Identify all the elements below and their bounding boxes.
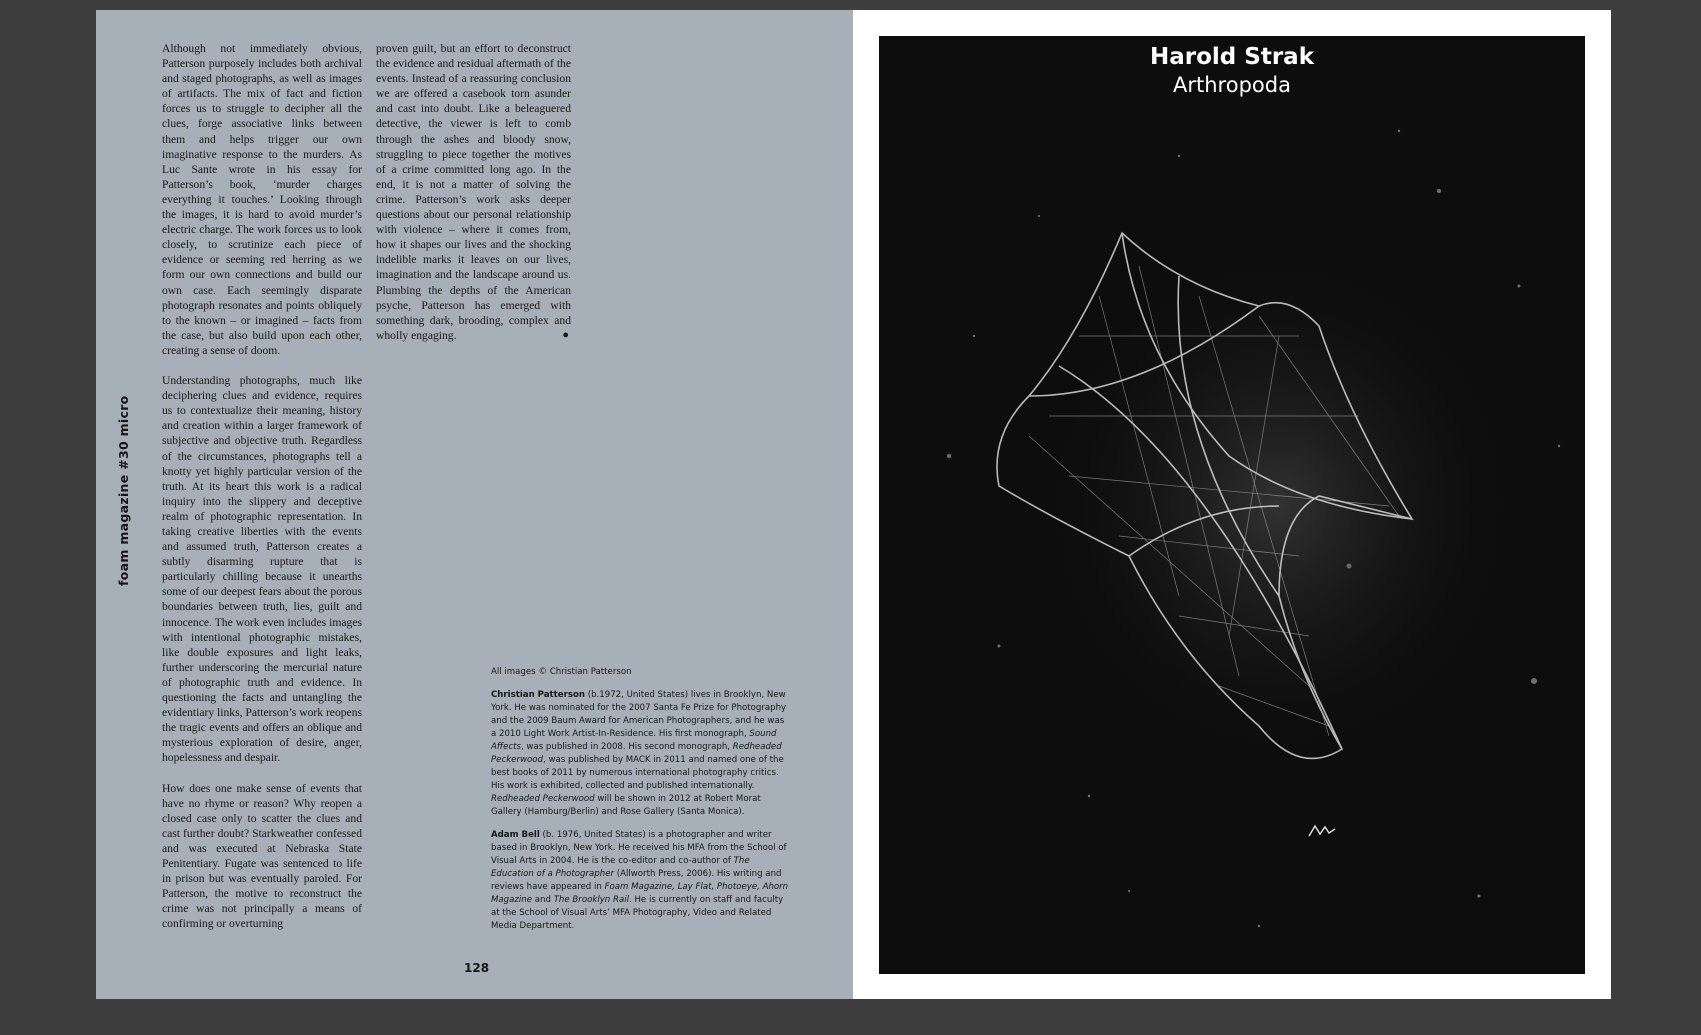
article-paragraph: How does one make sense of events that have no rhyme or reason? Why reopen a closed case only to scatter the clues and cast further doubt? Starkweather confessed and was executed at Nebraska State Penitentiary. Fugate was sentenced to life in prison but was eventually paroled. For Patterson, the motive to reconstruct the crime was not principally a means of confirming or overturning [162, 781, 362, 931]
book-title: The Education of a Photographer [491, 856, 750, 879]
fiber-squiggle [1309, 826, 1335, 836]
bio-text: (b. 1976, United States) is a photographer and writer based in Brooklyn, New York. He received his MFA from the School of Visual Arts in 2004. He is the co-editor and co-author of [491, 830, 787, 866]
series-title: Arthropoda [1173, 73, 1291, 97]
cobweb-image [879, 36, 1585, 974]
image-credit: All images © Christian Patterson [491, 667, 632, 677]
running-head: foam magazine #30 micro [116, 395, 131, 586]
publication-title: The Brooklyn Rail [553, 895, 629, 905]
publication-titles: Foam Magazine, Lay Flat, Photoeye, Ahorn Magazine [491, 882, 789, 905]
article-paragraph-text: proven guilt, but an effort to deconstruct the evidence and residual aftermath of the events. Instead of a reassuring conclusion we are offered a casebook torn asunder and cast into doubt. Like a beleaguered detective, the viewer is left to comb through the ashes and bloody snow, struggling to piece together the motives of a crime committed long ago. In the end, it is not a matter of solving the crime. Patterson’s work asks deeper questions about our personal relationship with violence – where it comes from, how it shapes our lives and the shocking indelible marks it leaves on our lives, imagination and the landscape around us. Plumbing the depths of the American psyche, Patterson has emerged with something dark, brooding, complex and wholly engaging. [376, 42, 571, 342]
bio-text: (Allworth Press, 2006). His writing and reviews have appeared in [491, 869, 782, 892]
left-page [96, 10, 853, 999]
bio-name: Christian Patterson [491, 690, 585, 700]
bio-adam-bell [491, 829, 791, 933]
article-column-2 [376, 41, 571, 358]
book-title: Sound Affects [491, 729, 777, 752]
right-page [853, 10, 1611, 999]
bio-text: , was published in 2008. His second monograph, [520, 742, 733, 752]
bio-christian-patterson [491, 689, 791, 819]
article-paragraph: Although not immediately obvious, Patterson purposely includes both archival and staged photographs, as well as images of artifacts. The mix of fact and fiction forces us to struggle to decipher all the clues, forge associative links between them and helps trigger our own imaginative response to the murders. As Luc Sante wrote in his essay for Patterson’s book, ‘murder charges everything it touches.’ Looking through the images, it is hard to avoid murder’s electric charge. The work forces us to look closely, to scrutinize each piece of evidence or seeming red herring as we form our own connections and build our own case. Each seemingly disparate photograph resonates and points obliquely to the known – or imagined – facts from the case, but also build upon each other, creating a sense of doom. [162, 42, 362, 357]
book-title: Redheaded Peckerwood [491, 794, 595, 804]
bio-text: (b.1972, United States) lives in Brooklyn, New York. He was nominated for the 2007 Santa Fe Prize for Photography and the 2009 Baum Award for American Photographers, and he was a 2010 Light Work Artist-In-Residence. His first monograph, [491, 690, 787, 739]
article-paragraph [376, 41, 571, 343]
credits-block [491, 666, 791, 943]
photographer-name: Harold Strak [1150, 44, 1314, 70]
magazine-spread [96, 10, 1611, 999]
book-title: Redheaded Peckerwood [491, 742, 782, 765]
feature-photo [879, 36, 1585, 974]
page-number: 128 [464, 961, 490, 975]
bio-text: and [532, 895, 554, 905]
bio-text: , was published by MACK in 2011 and named one of the best books of 2011 by numerous international photography critics. His work is exhibited, collected and published internationally. [491, 755, 784, 791]
article-paragraph: Understanding photographs, much like deciphering clues and evidence, requires us to contextualize their meaning, history and creation within a larger framework of subjective and objective truth. Regardless of the circumstances, photographs tell a knotty yet highly particular version of the truth. At its heart this work is a radical inquiry into the slippery and deceptive realm of photographic representation. In taking creative liberties with the events and assumed truth, Patterson creates a subtly disarming rupture that is particularly chilling because it unearths some of our deepest fears about the porous boundaries between truth, lies, guilt and innocence. The work even includes images with intentional photographic mistakes, like double exposures and light leaks, further underscoring the mercurial nature of photographic truth and evidence. In questioning the facts and untangling the evidentiary links, Patterson’s work reopens the tragic events and offers an oblique and mysterious exploration of desire, anger, hopelessness and despair. [162, 374, 362, 765]
bio-text: will be shown in 2012 at Robert Morat Gallery (Hamburg/Berlin) and Rose Gallery (Santa Monica). [491, 794, 761, 817]
bio-text: . He is currently on staff and faculty at the School of Visual Arts’ MFA Photography, Video and Related Media Department. [491, 895, 784, 931]
article-column-1 [162, 41, 362, 947]
end-mark-icon: ● [562, 328, 569, 341]
bio-name: Adam Bell [491, 830, 540, 840]
